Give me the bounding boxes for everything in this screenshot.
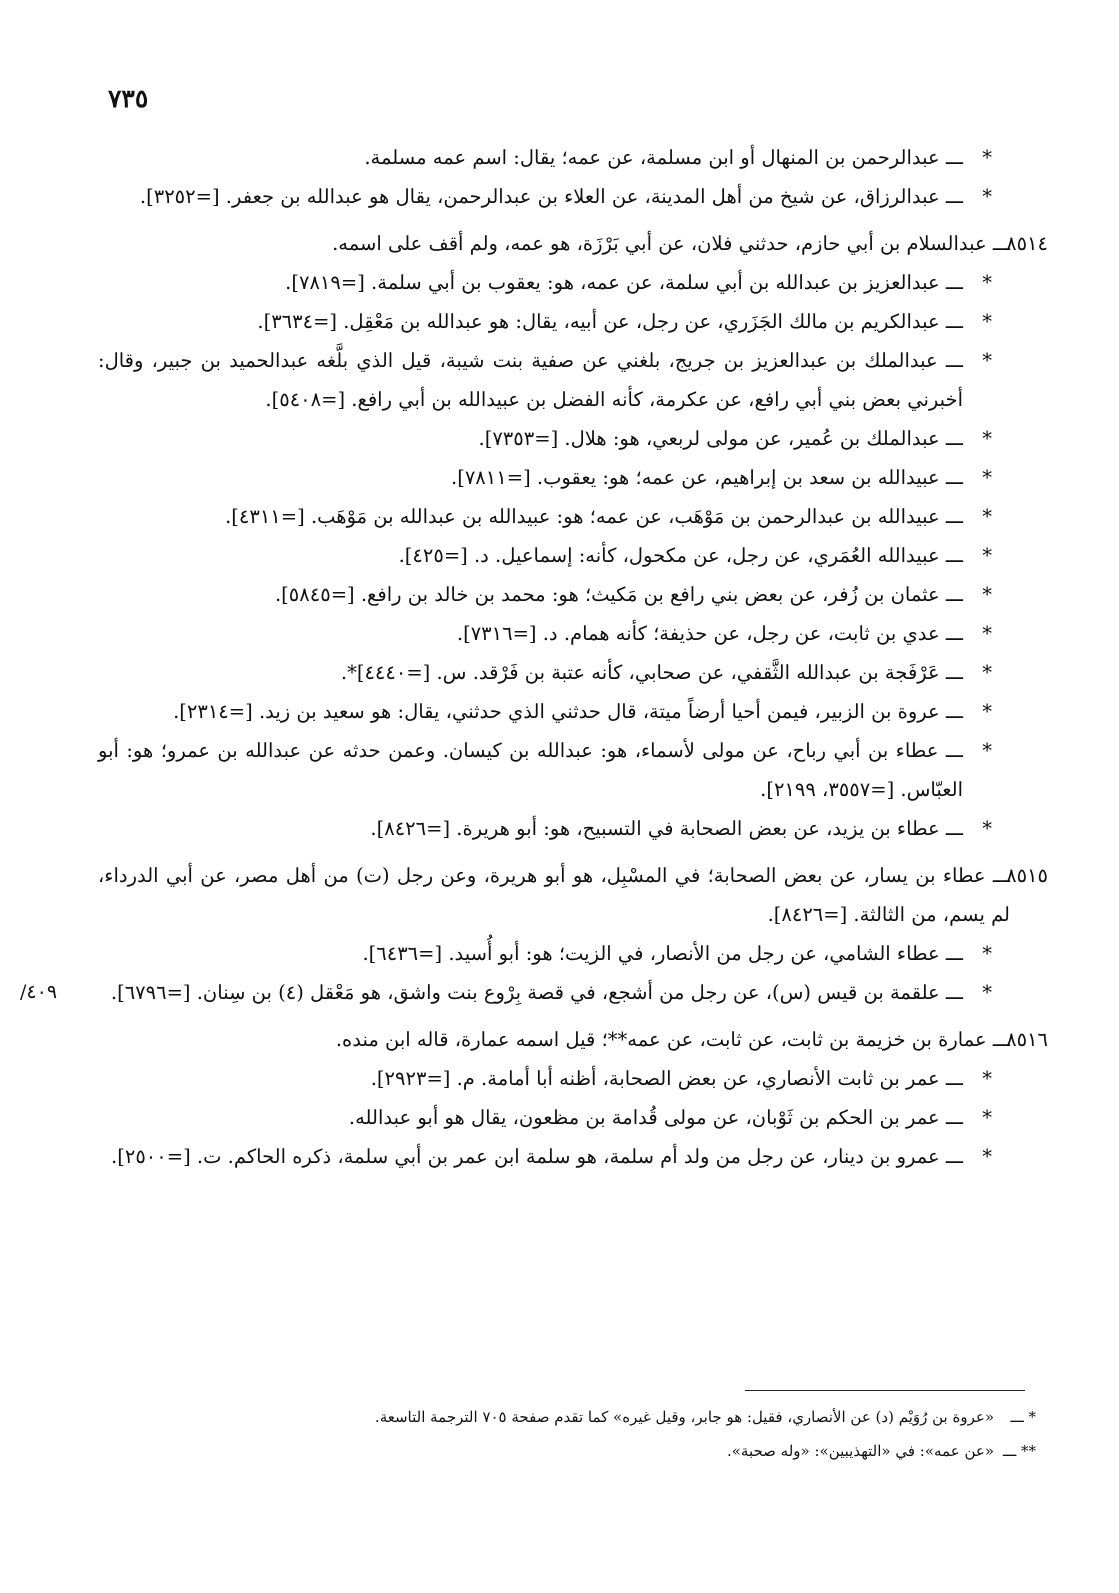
entry-8516 [98,1020,1048,1059]
entry-marker: * [982,544,992,567]
entry-marker: * [982,817,992,840]
entry-arfaja-al-thaqafi [98,653,1048,692]
entry-marker: * [982,661,992,684]
entry-text: ـــ عبدالرحمن بن المنهال أو ابن مسلمة، عن عمه؛ يقال: اسم عمه مسلمة. [364,146,963,169]
entry-text: ـــ عبدالملك بن عُمير، عن مولى لربعي، هو: هلال. [=٧٣٥٣]. [478,427,963,450]
entry-text: ـــ عطاء بن أبي رباح، عن مولى لأسماء، هو: عبدالله بن كيسان. وعمن حدثه عن عبدالله بن عمرو؛ هو: أبو العبّاس. [=٣٥٥٧، ٢١٩٩]. [98,739,963,801]
footnote-divider [745,1390,1025,1391]
entry-marker: * [982,185,992,208]
entry-text: ـــ عبيدالله العُمَري، عن رجل، عن مكحول، كأنه: إسماعيل. د. [=٤٢٥]. [398,544,963,567]
entry-amr-ibn-dinar [98,1137,1048,1176]
footnote-marker: * ـــ [1010,1408,1036,1426]
entry-abdulmalik-ibn-jurayj [98,341,1048,419]
entry-ubaydullah-ibn-sad [98,458,1048,497]
entry-marker: * [982,622,992,645]
entry-ata-ibn-yazid [98,809,1048,848]
entry-ata-ibn-abi-rabah [98,731,1048,809]
entry-uthman-ibn-zufar [98,575,1048,614]
entry-ubaydullah-ibn-mawhab [98,497,1048,536]
entry-ata-al-shami [98,934,1048,973]
entry-marker: * [982,146,992,169]
entry-marker: * [982,1106,992,1129]
entry-ubaydullah-al-umari [98,536,1048,575]
entry-abdulrahman-ibn-al-minhal [98,138,1048,177]
entry-text: ـــ عمرو بن دينار، عن رجل من ولد أم سلمة، هو سلمة ابن عمر بن أبي سلمة، ذكره الحاكم. ت. [=٢٥٠٠]. [111,1145,963,1168]
entry-text: ـــ عطاء الشامي، عن رجل من الأنصار، في الزيت؛ هو: أبو أُسيد. [=٦٤٣٦]. [362,942,963,965]
entries-list [20,138,1048,1176]
entry-8515 [98,856,1048,934]
entry-text: ـــ عبدالرزاق، عن شيخ من أهل المدينة، عن العلاء بن عبدالرحمن، يقال هو عبدالله بن جعفر. [=٣٢٥٢]. [139,185,963,208]
entry-8514 [98,224,1048,263]
entry-marker: * [982,1067,992,1090]
entry-text: ـــ عطاء بن يسار، عن بعض الصحابة؛ في المسْبِل، هو أبو هريرة، وعن رجل (ت) من أهل مصر، عن أبي الدرداء، لم يسم، من الثالثة. [=٨٤٢٦]. [98,864,1010,926]
entry-number: ٨٥١٥ [1006,864,1048,887]
entry-marker: * [982,942,992,965]
entry-adi-ibn-thabit [98,614,1048,653]
entry-text: ـــ عروة بن الزبير، فيمن أحيا أرضاً ميتة، قال حدثني الذي حدثني، يقال: هو سعيد بن زيد. [=٢٣١٤]. [173,700,963,723]
entry-text: ـــ عطاء بن يزيد، عن بعض الصحابة في التسبيح، هو: أبو هريرة. [=٨٤٢٦]. [370,817,963,840]
footnote-1 [236,1400,1036,1434]
entry-text: ـــ عبيدالله بن سعد بن إبراهيم، عن عمه؛ هو: يعقوب. [=٧٨١١]. [451,466,963,489]
entry-text: ـــ عبيدالله بن عبدالرحمن بن مَوْهَب، عن عمه؛ هو: عبيدالله بن عبدالله بن مَوْهَب. [=٤٣١١]. [225,505,963,528]
entry-umar-ibn-al-hakam [98,1098,1048,1137]
entry-marker: * [982,427,992,450]
entry-text: ـــ عمر بن ثابت الأنصاري، عن بعض الصحابة، أظنه أبا أمامة. م. [=٢٩٢٣]. [370,1067,963,1090]
entry-number: ٨٥١٤ [1006,232,1048,255]
entry-text: ـــ علقمة بن قيس (س)، عن رجل من أشجع، في قصة بِرْوع بنت واشق، هو مَعْقل (٤) بن سِنان. [=٦٧٩٦]. [110,981,963,1004]
footnotes [236,1400,1036,1468]
entry-text: ـــ عمارة بن خزيمة بن ثابت، عن ثابت، عن عمه**؛ قيل اسمه عمارة، قاله ابن منده. [335,1028,1010,1051]
entry-text: ـــ عثمان بن زُفر، عن بعض بني رافع بن مَكيث؛ هو: محمد بن خالد بن رافع. [=٥٨٤٥]. [274,583,963,606]
entry-number: ٨٥١٦ [1006,1028,1048,1051]
entry-text: ـــ عدي بن ثابت، عن رجل، عن حذيفة؛ كأنه همام. د. [=٧٣١٦]. [456,622,963,645]
entry-marker: * [982,505,992,528]
margin-volume-page-note: /٤٠٩ [20,981,58,1003]
entry-abdulrazzaq [98,177,1048,216]
footnote-2 [236,1434,1036,1468]
entry-marker: * [982,310,992,333]
footnote-text: «عروة بن رُوَيْم (د) عن الأنصاري، فقيل: هو جابر، وقيل غيره» كما تقدم صفحة ٧٠٥ الترجمة التاسعة. [374,1408,994,1426]
entry-marker: * [982,739,992,762]
entry-marker: * [982,271,992,294]
entry-text: ـــ عبدالملك بن عبدالعزيز بن جريج، بلغني عن صفية بنت شيبة، قيل الذي بلَّغه عبدالحميد بن جبير، وقال: أخبرني بعض بني أبي رافع، عن عكرمة، كأنه الفضل بن عبيدالله بن أبي رافع. [=٥٤٠٨]. [98,349,963,411]
entry-text: ـــ عبدالعزيز بن عبدالله بن أبي سلمة، عن عمه، هو: يعقوب بن أبي سلمة. [=٧٨١٩]. [285,271,963,294]
entry-marker: * [982,981,992,1004]
entry-abdulaziz-ibn-abdullah [98,263,1048,302]
footnote-text: «عن عمه»: في «التهذيبين»: «وله صحبة». [726,1442,994,1460]
entry-text: ـــ عَرْفَجة بن عبدالله الثَّقفي، عن صحابي، كأنه عتبة بن فَرْقد. س. [=٤٤٤٠]*. [340,661,963,684]
entry-text: ـــ عبدالسلام بن أبي حازم، حدثني فلان، عن أبي بَرْزَة، هو عمه، ولم أقف على اسمه. [332,232,1010,255]
entry-abdulmalik-ibn-umayr [98,419,1048,458]
entry-urwa-ibn-al-zubayr [98,692,1048,731]
entry-marker: * [982,700,992,723]
entry-marker: * [982,466,992,489]
entry-marker: * [982,349,992,372]
entry-text: ـــ عبدالكريم بن مالك الجَزَري، عن رجل، عن أبيه، يقال: هو عبدالله بن مَعْقِل. [=٣٦٣٤]. [257,310,963,333]
entry-abdulkarim-al-jazari [98,302,1048,341]
page-number: ٧٣٥ [108,84,149,113]
entry-marker: * [982,1145,992,1168]
entry-text: ـــ عمر بن الحكم بن ثَوْبان، عن مولى قُدامة بن مظعون، يقال هو أبو عبدالله. [348,1106,963,1129]
entry-umar-ibn-thabit [98,1059,1048,1098]
footnote-marker: ** ـــ [1003,1442,1036,1460]
entry-marker: * [982,583,992,606]
entry-alqama-ibn-qays [20,973,1048,1012]
